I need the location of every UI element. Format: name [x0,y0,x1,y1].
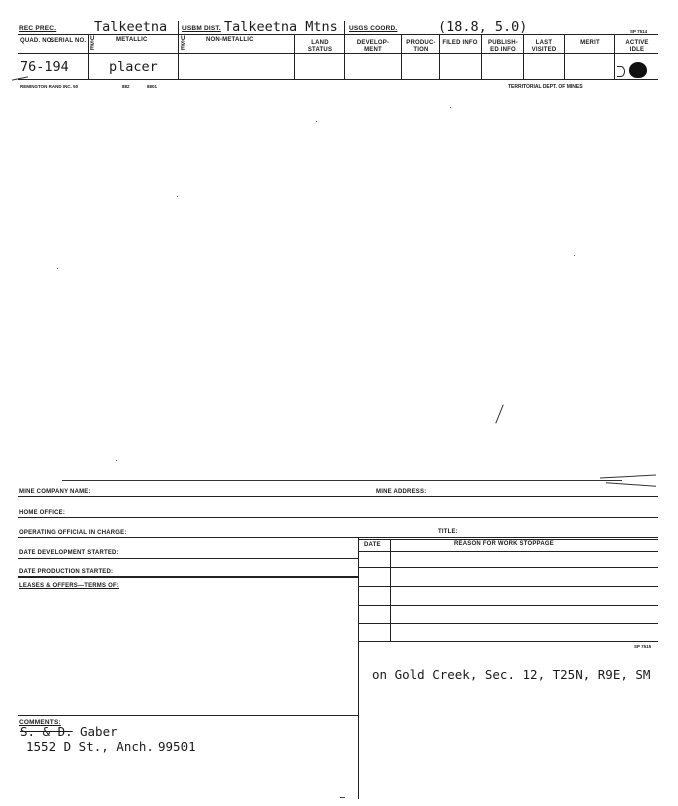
col-filed-info: FILED INFO [442,40,478,46]
form-number-2: SP 7515 [634,644,652,649]
center-divider [358,537,359,799]
col-production: PRODUC-TION [406,40,436,53]
table-col-sep [390,539,391,641]
rec-prec-label: REC PREC. [19,25,57,32]
usgs-coord-value: (18.8, 5.0) [438,19,528,35]
operating-official-label: OPERATING OFFICIAL IN CHARGE: [19,530,127,536]
speck [57,268,58,269]
col-use-non-metallic: U S E [181,36,186,52]
table-rule [358,641,658,642]
comments-name: Gaber [80,724,118,739]
reason-header: REASON FOR WORK STOPPAGE [454,541,554,547]
metallic-value: placer [109,59,158,75]
col-sep-9 [564,34,565,79]
table-rule [358,623,658,624]
date-production-label: DATE PRODUCTION STARTED: [19,569,114,575]
mine-address-label: MINE ADDRESS: [376,489,427,495]
mine-company-name-label: MINE COMPANY NAME: [19,489,91,495]
comments-label: COMMENTS: [19,719,61,726]
date-development-label: DATE DEVELOPMENT STARTED: [19,550,119,556]
comments-zip: 99501 [158,739,196,754]
table-rule [358,605,658,606]
top-rule [62,480,622,481]
stray-mark [495,405,503,424]
col-use-metallic: U S E [90,36,95,52]
rule-2 [18,517,658,518]
leases-offers-label: LEASES & OFFERS—TERMS OF: [19,583,120,589]
punch-hole-icon [629,62,647,78]
speck [177,196,178,197]
speck [450,107,451,108]
col-sep-7 [481,34,482,79]
usgs-coord-label: USGS COORD. [349,25,398,32]
row-bottom-line [18,79,658,80]
title-label: TITLE: [438,529,458,535]
col-sep-1 [88,34,89,79]
col-metallic: METALLIC [116,37,148,43]
sep-usbm-usgs [344,21,345,79]
speck [116,460,117,461]
speck [316,121,317,122]
form-number: SP 7514 [630,29,648,34]
table-rule [358,567,658,568]
stray-mark [340,797,345,798]
table-rule [358,551,658,552]
col-active-idle: ACTIVE IDLE [625,40,649,53]
col-development: DEVELOP-MENT [356,40,390,53]
location-text: on Gold Creek, Sec. 12, T25N, R9E, SM [372,667,651,682]
col-last-visited: LAST VISITED [531,40,557,53]
usbm-dist-value: Talkeetna Mtns [224,19,338,35]
col-sep-5 [401,34,402,79]
quad-serial-value: 76-194 [20,59,69,75]
rule-5 [18,576,358,578]
rule-3b [358,539,658,540]
rule-1 [18,496,658,497]
comments-address: 1552 D St., Anch. [26,739,154,754]
printer-text: REMINGTON RAND INC. 50 [20,84,79,89]
col-sep-10 [614,34,615,79]
speck [574,255,575,256]
date-header: DATE [364,542,381,548]
rec-prec-value: Talkeetna [94,19,168,35]
curl-mark [606,482,656,486]
rule-4 [18,558,358,559]
printer-code-1: 882 [122,84,130,89]
col-quad-no: QUAD. NO. [20,38,54,44]
col-sep-6 [439,34,440,79]
comments-struck: S. & D. [20,724,73,739]
col-sep-8 [523,34,524,79]
punch-mark-icon [617,66,625,77]
rule-3 [18,537,658,538]
table-rule [358,586,658,587]
usbm-dist-label: USBM DIST. [182,25,221,32]
col-land-status: LAND STATUS [307,40,333,53]
curl-mark [600,475,656,479]
col-published-info: PUBLISH-ED INFO [488,40,518,53]
col-serial-no: SERIAL NO. [50,38,87,44]
home-office-label: HOME OFFICE: [19,510,66,516]
col-non-metallic: NON-METALLIC [206,37,254,43]
col-sep-3 [294,34,295,79]
sep-rec-usbm [178,21,179,79]
rule-6 [18,715,358,716]
printer-code-2: 8801 [147,84,158,89]
col-merit: MERIT [580,40,600,46]
territorial-dept: TERRITORIAL DEPT. OF MINES [508,84,583,90]
